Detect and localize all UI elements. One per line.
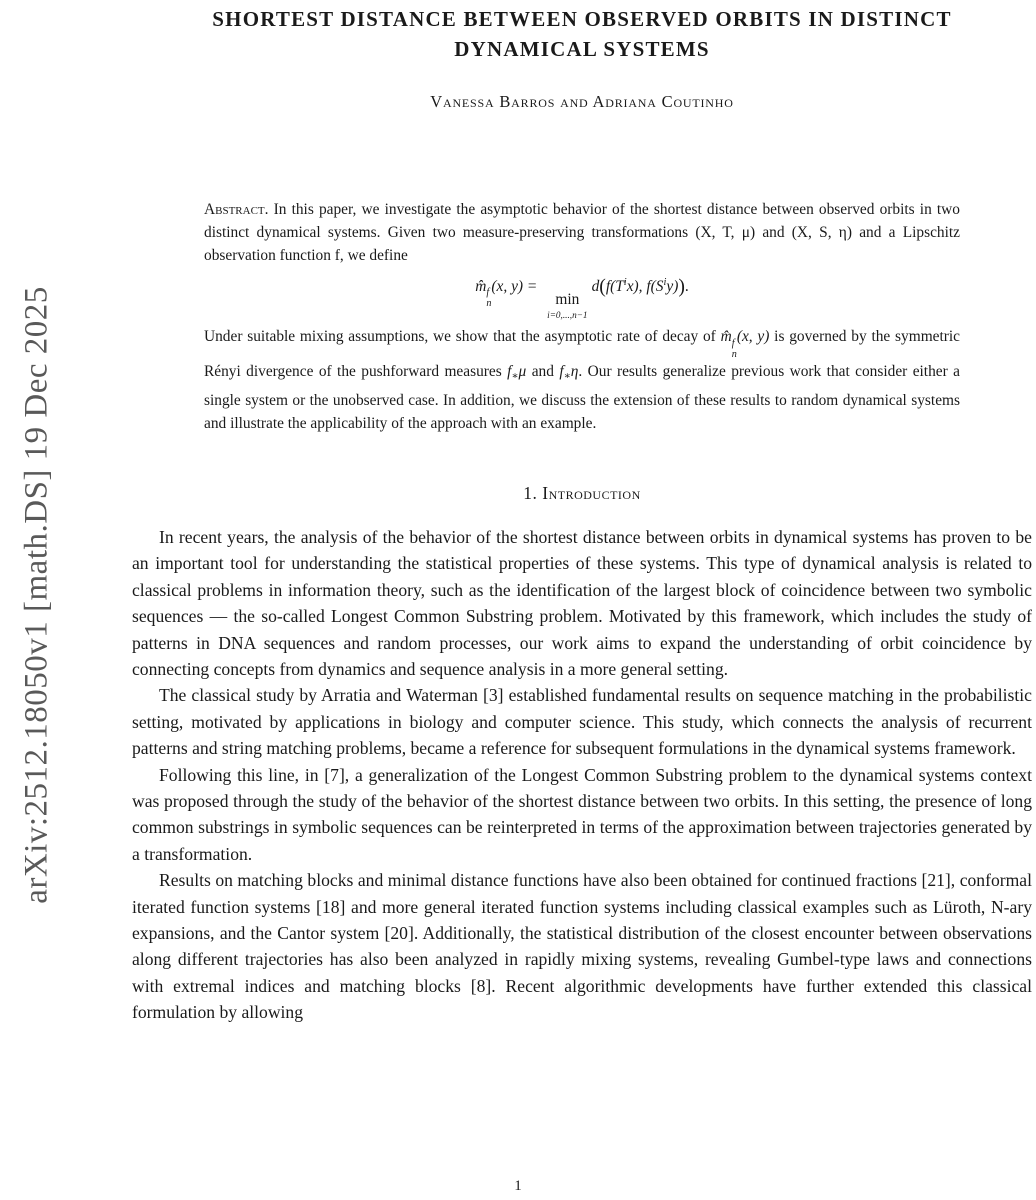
body-paragraph: In recent years, the analysis of the behavior of the shortest distance between orbits in dynamical systems has proven to be an important tool for understanding the statistical properties of these systems. This type of dynamical analysis is related to classical problems in information theory, such as the identification of the largest block of coincidence between two symbolic sequences — the so-called Longest Common Substring problem. Motivated by this framework, which includes the study of patterns in DNA sequences and random processes, our work aims to expand the understanding of orbit coincidence by connecting concepts from dynamics and sequence analysis in a more general setting. (132, 526, 1032, 679)
abstract-outro-mid: is governed by the symmetric Rényi divergence of the pushforward measures (204, 328, 961, 381)
title-line-1: SHORTEST DISTANCE BETWEEN OBSERVED ORBITS IN DISTINCT (212, 7, 952, 31)
introduction-body (132, 524, 1032, 1026)
formula-lhs-args: (x, y) = (491, 277, 542, 295)
formula-superscript-i1: i (623, 276, 627, 288)
abstract-outro-paragraph (204, 325, 960, 435)
abstract-label: Abstract. (204, 201, 269, 218)
paper-title (132, 4, 1032, 64)
pushforward-2-measure: η (570, 363, 579, 381)
abstract-outro-and: and (526, 363, 560, 381)
pushforward-1-measure: μ (518, 363, 527, 381)
authors: Vanessa Barros and Adriana Coutinho (430, 92, 734, 111)
pushforward-2-star: ∗ (563, 371, 571, 383)
min-operator-label: min (555, 291, 580, 309)
min-operator-limits: i=0,...,n−1 (547, 310, 588, 321)
pushforward-2-f: f (559, 363, 564, 381)
formula-rhs-b: x), f(S (626, 277, 664, 295)
abstract-outro-pre: Under suitable mixing assumptions, we show that the asymptotic rate of decay of (204, 328, 721, 346)
formula-rhs-a: f(T (605, 277, 624, 295)
formula-distance-d: d (591, 277, 600, 295)
abstract-intro-text: In this paper, we investigate the asymptotic behavior of the shortest distance between observed orbits in two distinct dynamical systems. Given two measure-preserving transformations (X, T, μ) and (X, S, η) and a Lipschitz observation function f, we define (204, 201, 960, 265)
formula-superscript-f: f (486, 286, 490, 298)
formula-mhat: m̂ (475, 277, 487, 295)
abstract-block (204, 198, 960, 435)
title-line-2: DYNAMICAL SYSTEMS (454, 37, 710, 61)
pushforward-1-star: ∗ (511, 371, 519, 383)
body-paragraph: Results on matching blocks and minimal distance functions have also been obtained for continued fractions [21], conformal iterated function systems [18] and more general iterated function systems including classical examples such as Lüroth, N-ary expansions, and the Cantor system [20]. Additionally, the statistical distribution of the closest encounter between observations along different trajectories has also been analyzed in rapidly mixing systems, revealing Gumbel-type laws and connections with extremal indices and matching blocks [8]. Recent algorithmic developments have further extended this classical formulation by allowing (132, 870, 1032, 1023)
formula-period: . (684, 277, 689, 295)
abstract-intro-paragraph (204, 198, 960, 268)
section-heading-introduction: 1. Introduction (523, 482, 641, 503)
pushforward-1-f: f (507, 363, 512, 381)
formula-close-paren: ) (678, 275, 685, 298)
abstract-outro-post: . Our results generalize previous work that consider either a single system or the unobserved case. In addition, we discuss the extension of these results to random dynamical systems and illustrate the applicability of the approach with an example. (204, 363, 960, 432)
inline-subscript-n: n (731, 348, 737, 360)
page-number: 1 (514, 1178, 522, 1194)
formula-open-paren: ( (599, 275, 606, 298)
inline-mhat: m̂ (720, 328, 732, 346)
body-paragraph: The classical study by Arratia and Waterman [3] established fundamental results on sequence matching in the probabilistic setting, motivated by applications in biology and computer science. This study, which connects the analysis of recurrent patterns and string matching problems, became a reference for subsequent formulations in the dynamical systems framework. (132, 685, 1032, 759)
formula-rhs-c: y) (666, 277, 679, 295)
inline-superscript-f: f (731, 337, 735, 349)
inline-mhat-args: (x, y) (736, 328, 770, 346)
arxiv-watermark: arXiv:2512.18050v1 [math.DS] 19 Dec 2025 (18, 286, 55, 904)
formula-min-operator (547, 292, 587, 320)
body-paragraph: Following this line, in [7], a generalization of the Longest Common Substring problem to the dynamical systems context was proposed through the study of the behavior of the shortest distance between two orbits. In this setting, the presence of long common substrings in symbolic sequences can be reinterpreted in terms of the approximation between trajectories generated by a transformation. (132, 764, 1032, 864)
paper-content (132, 0, 1032, 1026)
formula-subscript-n: n (486, 297, 492, 309)
abstract-display-formula (204, 271, 960, 321)
formula-superscript-i2: i (663, 276, 667, 288)
